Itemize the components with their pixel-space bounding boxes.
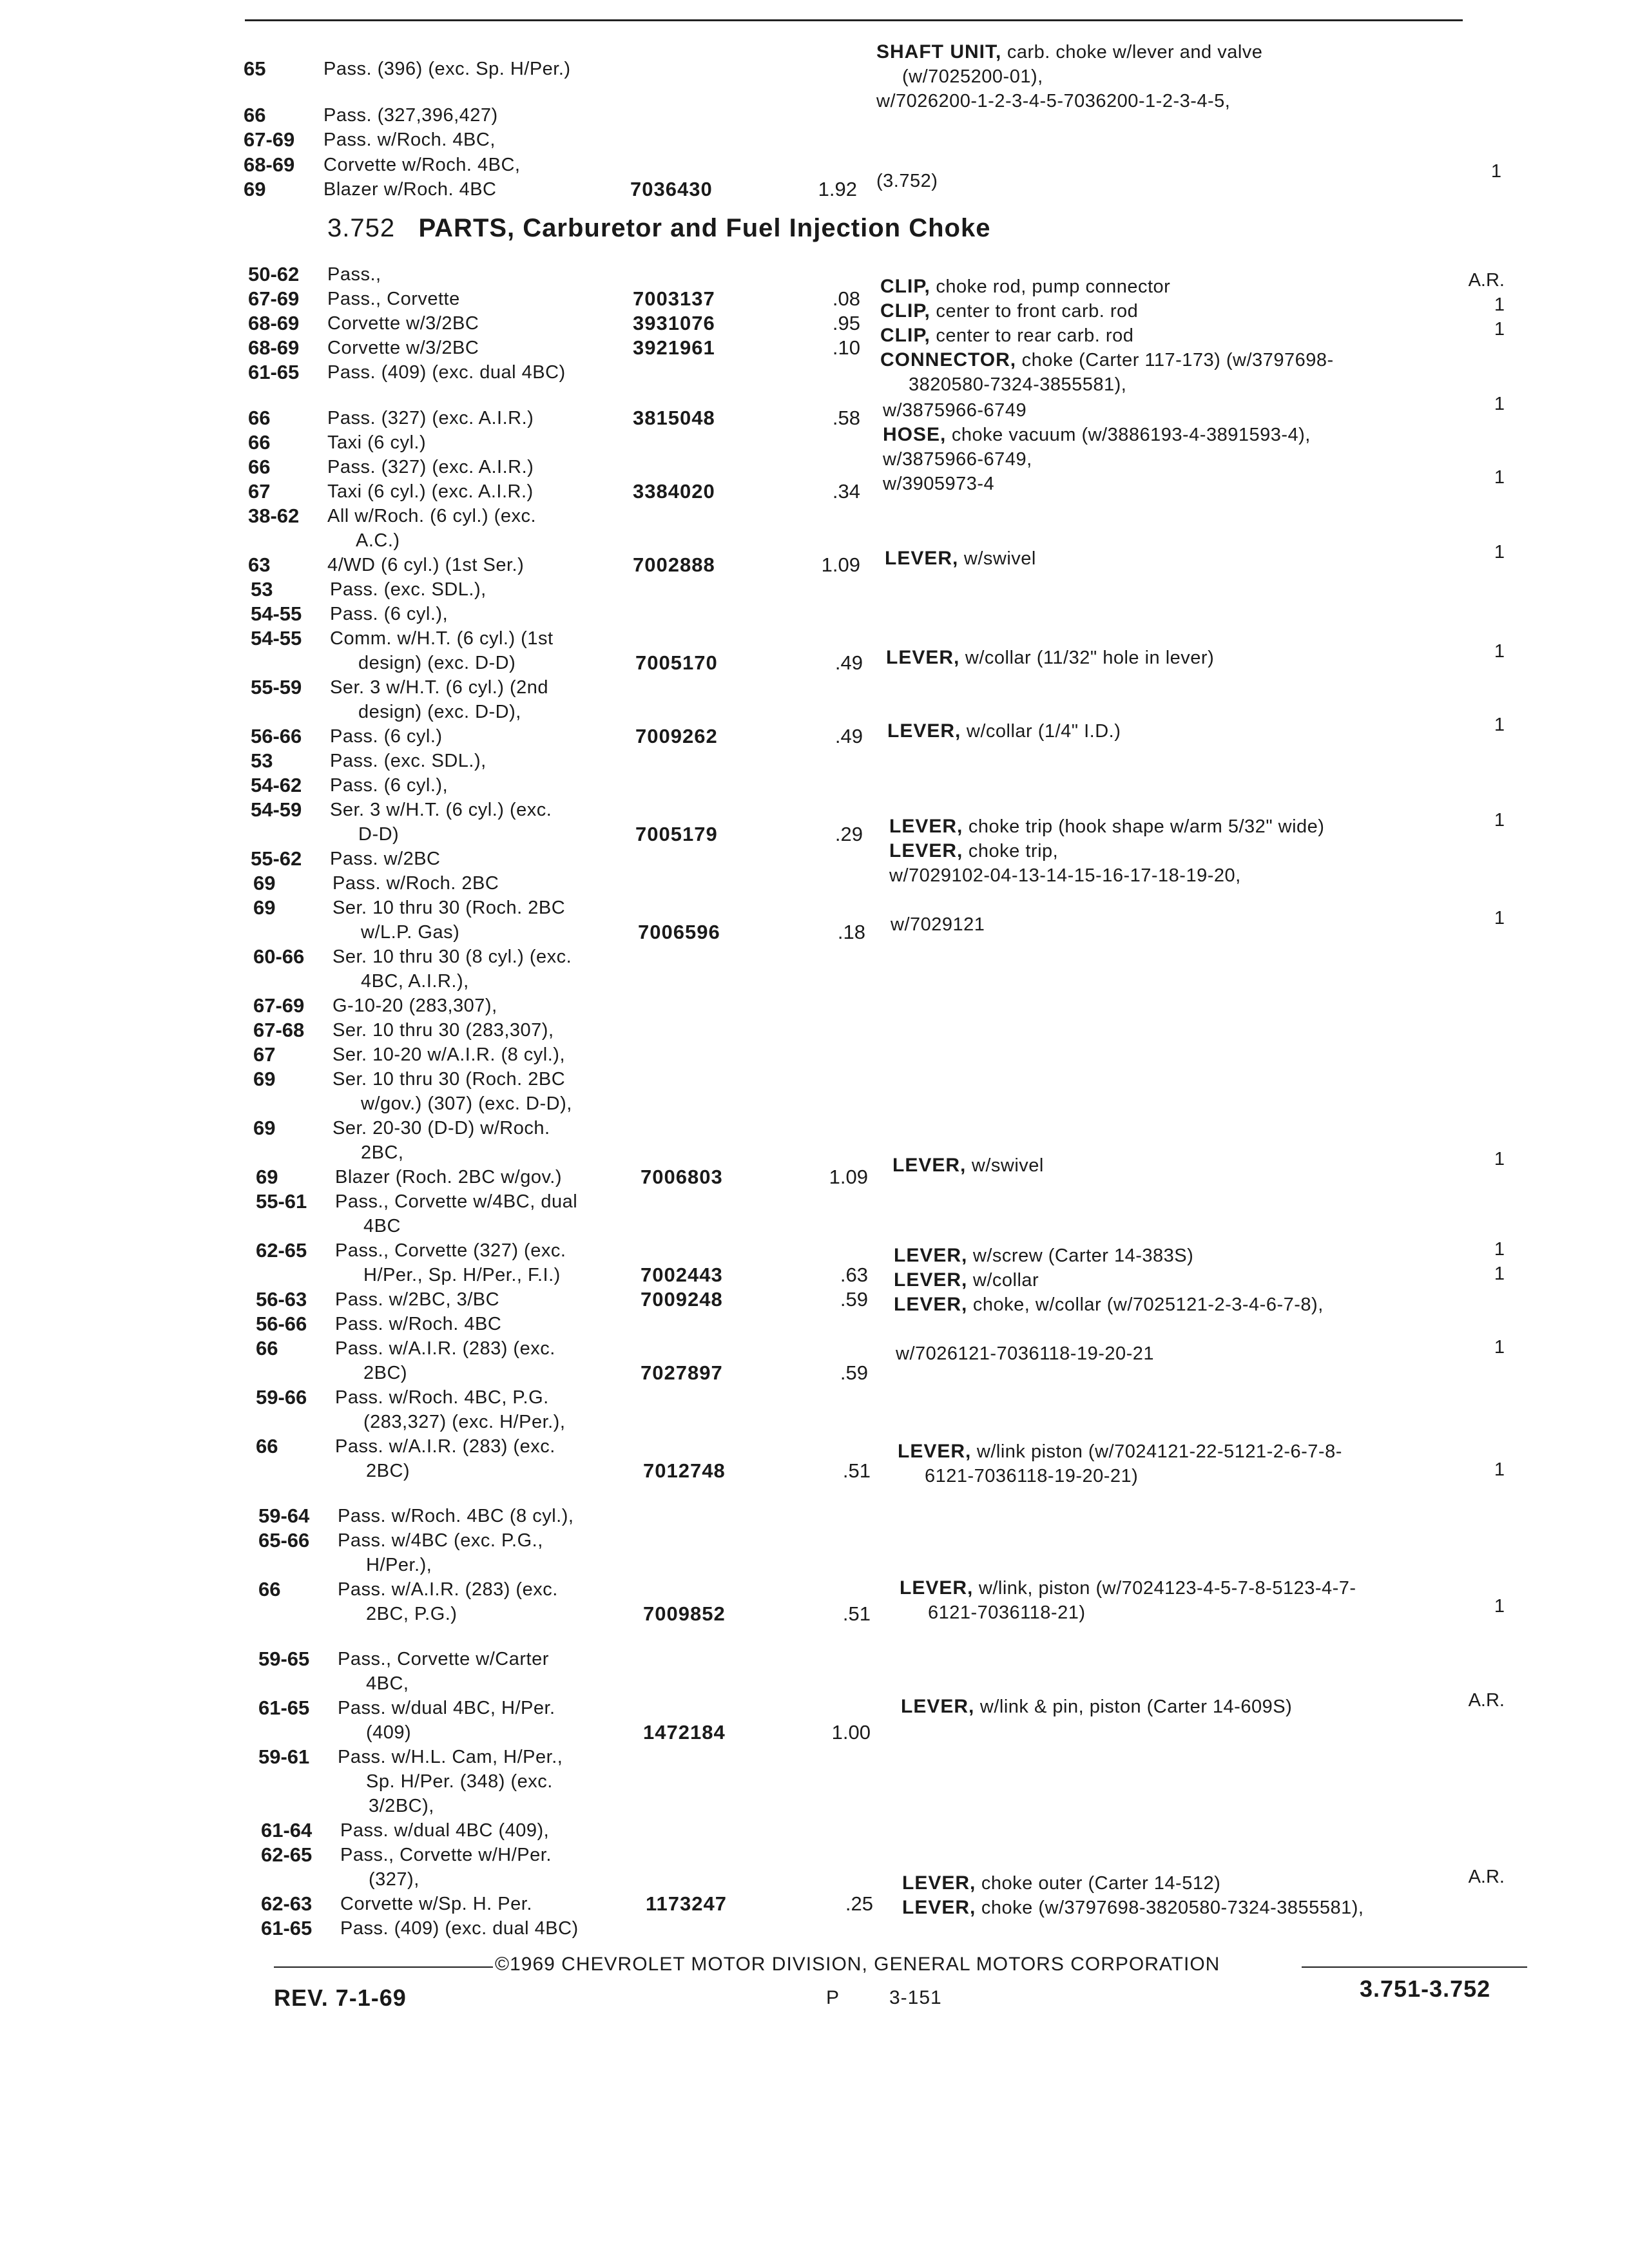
row-price: .49 xyxy=(834,725,863,747)
item-quantity: 1 xyxy=(1494,908,1505,928)
header-row-description: Pass. w/Roch. 4BC, xyxy=(323,130,496,150)
item-text: choke (Carter 117-173) (w/3797698- xyxy=(1016,350,1334,370)
footer-revision: REV. 7-1-69 xyxy=(274,1984,407,2011)
item-line xyxy=(887,719,1121,744)
row-year: 54-55 xyxy=(251,627,302,649)
section-heading xyxy=(327,216,990,240)
item-text: w/link piston (w/7024121-22-5121-2-6-7-8- xyxy=(971,1441,1342,1462)
row-description: Pass., Corvette w/H/Per. xyxy=(340,1845,552,1865)
item-quantity: 1 xyxy=(1494,1596,1505,1617)
row-description: Corvette w/3/2BC xyxy=(327,313,479,334)
row-part-number: 7006596 xyxy=(638,921,720,943)
header-row-year: 67-69 xyxy=(244,128,295,151)
item-text: choke rod, pump connector xyxy=(930,276,1171,297)
row-description: 4BC, A.I.R.), xyxy=(361,971,469,992)
row-price: .59 xyxy=(840,1361,868,1384)
row-description: Sp. H/Per. (348) (exc. xyxy=(366,1771,553,1792)
header-row-price: 1.92 xyxy=(818,178,857,200)
row-year: 38-62 xyxy=(248,505,300,527)
item-name: LEVER, xyxy=(892,1155,967,1176)
row-year: 66 xyxy=(248,431,271,454)
row-description: 2BC) xyxy=(363,1363,408,1383)
row-description: Ser. 10 thru 30 (Roch. 2BC xyxy=(333,898,566,918)
row-year: 59-66 xyxy=(256,1386,307,1408)
item-text: choke trip, xyxy=(963,841,1059,861)
row-price: .63 xyxy=(840,1264,868,1286)
row-year: 56-66 xyxy=(251,725,302,747)
item-name: LEVER, xyxy=(887,720,961,742)
item-line xyxy=(883,447,1032,472)
row-year: 60-66 xyxy=(253,945,305,968)
item-quantity: 1 xyxy=(1494,1149,1505,1169)
item-text: w/swivel xyxy=(958,548,1036,569)
row-description: Taxi (6 cyl.) xyxy=(327,432,427,453)
row-part-number: 7005170 xyxy=(635,651,718,674)
item-text: w/3875966-6749, xyxy=(883,449,1032,470)
row-description: Pass. (exc. SDL.), xyxy=(330,579,487,600)
item-line xyxy=(889,814,1324,839)
row-year: 63 xyxy=(248,553,271,576)
row-description: D-D) xyxy=(358,824,400,845)
item-line xyxy=(880,299,1138,323)
item-name: LEVER, xyxy=(894,1245,968,1266)
item-line xyxy=(909,372,1126,397)
item-line xyxy=(880,348,1334,372)
item-quantity: 1 xyxy=(1494,1337,1505,1358)
row-part-number: 7027897 xyxy=(641,1361,723,1384)
item-line xyxy=(889,839,1058,863)
row-description: A.C.) xyxy=(356,530,400,551)
row-year: 59-64 xyxy=(258,1504,310,1527)
row-price: .58 xyxy=(832,407,860,429)
item-quantity: A.R. xyxy=(1468,270,1505,291)
item-text: w/collar (11/32" hole in lever) xyxy=(959,648,1215,668)
row-part-number: 7002443 xyxy=(641,1264,723,1286)
row-price: .51 xyxy=(842,1459,871,1482)
item-name: LEVER, xyxy=(894,1269,968,1291)
row-price: .49 xyxy=(834,651,863,674)
row-description: 4BC, xyxy=(366,1673,409,1694)
row-description: (409) xyxy=(366,1722,412,1743)
item-line xyxy=(889,863,1241,888)
item-line xyxy=(898,1439,1342,1464)
row-description: Ser. 3 w/H.T. (6 cyl.) (exc. xyxy=(330,800,552,820)
item-line xyxy=(883,423,1311,447)
row-price: .51 xyxy=(842,1602,871,1625)
item-name: LEVER, xyxy=(894,1294,968,1315)
item-name: LEVER, xyxy=(902,1872,976,1894)
row-part-number: 7009248 xyxy=(641,1288,723,1311)
header-row-description: Corvette w/Roch. 4BC, xyxy=(323,155,521,175)
row-price: .34 xyxy=(832,480,860,503)
row-description: Ser. 10-20 w/A.I.R. (8 cyl.), xyxy=(333,1044,565,1065)
item-text: w/screw (Carter 14-383S) xyxy=(967,1245,1194,1266)
row-year: 61-65 xyxy=(258,1696,310,1719)
item-quantity: 1 xyxy=(1494,1264,1505,1284)
item-name: CONNECTOR, xyxy=(880,349,1017,370)
row-description: Pass. w/dual 4BC (409), xyxy=(340,1820,550,1841)
item-name: HOSE, xyxy=(883,424,947,445)
row-year: 62-63 xyxy=(261,1892,313,1915)
row-price: .10 xyxy=(832,336,860,359)
row-description: Pass. (6 cyl.), xyxy=(330,775,448,796)
item-line xyxy=(883,472,994,496)
footer-page-prefix: P xyxy=(826,1987,840,2008)
row-price: .29 xyxy=(834,823,863,845)
item-line xyxy=(928,1600,1086,1625)
row-year: 67-68 xyxy=(253,1019,305,1041)
row-year: 69 xyxy=(253,896,276,919)
row-description: Pass. (6 cyl.), xyxy=(330,604,448,624)
item-quantity: 1 xyxy=(1494,467,1505,488)
row-year: 68-69 xyxy=(248,312,300,334)
row-description: 4BC xyxy=(363,1216,401,1236)
row-part-number: 7003137 xyxy=(633,287,715,310)
item-text: w/swivel xyxy=(966,1155,1044,1176)
item-name: LEVER, xyxy=(885,548,959,569)
row-year: 61-64 xyxy=(261,1819,313,1841)
row-year: 61-65 xyxy=(248,361,300,383)
row-year: 66 xyxy=(256,1337,278,1360)
row-description: Pass. w/4BC (exc. P.G., xyxy=(338,1530,543,1551)
row-year: 56-63 xyxy=(256,1288,307,1311)
row-year: 69 xyxy=(256,1166,278,1188)
item-text: 6121-7036118-21) xyxy=(928,1602,1086,1623)
row-year: 67-69 xyxy=(248,287,300,310)
row-price: .59 xyxy=(840,1288,868,1311)
row-year: 69 xyxy=(253,1117,276,1139)
row-description: Pass. (409) (exc. dual 4BC) xyxy=(340,1918,579,1939)
item-name: LEVER, xyxy=(902,1897,976,1918)
row-description: (327), xyxy=(369,1869,419,1890)
item-name: LEVER, xyxy=(898,1441,972,1462)
header-right-line xyxy=(876,40,1262,64)
row-description: 3/2BC), xyxy=(369,1796,434,1816)
row-year: 50-62 xyxy=(248,263,300,285)
item-line xyxy=(880,274,1170,299)
row-description: Ser. 10 thru 30 (8 cyl.) (exc. xyxy=(333,947,572,967)
item-text: choke trip (hook shape w/arm 5/32" wide) xyxy=(963,816,1325,837)
row-part-number: 3815048 xyxy=(633,407,715,429)
item-text: w/7029121 xyxy=(891,914,985,935)
row-year: 61-65 xyxy=(261,1917,313,1939)
row-year: 55-61 xyxy=(256,1190,307,1213)
item-text: center to front carb. rod xyxy=(930,301,1139,322)
item-text: w/collar xyxy=(967,1270,1039,1291)
row-part-number: 3921961 xyxy=(633,336,715,359)
row-year: 66 xyxy=(248,456,271,478)
item-name: LEVER, xyxy=(889,840,963,861)
row-description: Pass. w/A.I.R. (283) (exc. xyxy=(335,1436,555,1457)
row-year: 67 xyxy=(253,1043,276,1066)
item-quantity: 1 xyxy=(1494,715,1505,735)
row-description: design) (exc. D-D), xyxy=(358,702,521,722)
item-name: SHAFT UNIT, xyxy=(876,41,1002,62)
row-description: Pass. w/Roch. 4BC (8 cyl.), xyxy=(338,1506,574,1526)
row-part-number: 7006803 xyxy=(641,1166,723,1188)
row-year: 54-55 xyxy=(251,602,302,625)
item-line xyxy=(894,1268,1039,1293)
item-quantity: 1 xyxy=(1494,294,1505,315)
row-description: Pass. w/A.I.R. (283) (exc. xyxy=(338,1579,558,1600)
header-row-part-number: 7036430 xyxy=(630,178,713,200)
item-quantity: A.R. xyxy=(1468,1690,1505,1711)
row-description: Pass., Corvette xyxy=(327,289,460,309)
item-quantity: 1 xyxy=(1494,1239,1505,1260)
row-year: 67 xyxy=(248,480,271,503)
row-year: 66 xyxy=(258,1578,281,1600)
row-description: Pass. w/Roch. 4BC xyxy=(335,1314,502,1334)
row-description: Pass. w/Roch. 4BC, P.G. xyxy=(335,1387,549,1408)
footer-copyright: ©1969 CHEVROLET MOTOR DIVISION, GENERAL MOTORS CORPORATION xyxy=(495,1954,1220,1975)
header-row-year: 66 xyxy=(244,104,266,126)
row-price: .08 xyxy=(832,287,860,310)
row-description: Pass. (327) (exc. A.I.R.) xyxy=(327,408,534,428)
item-text: w/link & pin, piston (Carter 14-609S) xyxy=(974,1696,1293,1717)
row-description: Ser. 20-30 (D-D) w/Roch. xyxy=(333,1118,550,1139)
top-rule xyxy=(245,19,1463,21)
item-text: 6121-7036118-19-20-21) xyxy=(925,1466,1139,1486)
row-description: Comm. w/H.T. (6 cyl.) (1st xyxy=(330,628,554,649)
header-right-line xyxy=(876,89,1230,113)
row-description: Ser. 10 thru 30 (Roch. 2BC xyxy=(333,1069,566,1090)
header-qty: 1 xyxy=(1490,161,1501,182)
header-row-description: Pass. (327,396,427) xyxy=(323,105,498,126)
row-description: Taxi (6 cyl.) (exc. A.I.R.) xyxy=(327,481,534,502)
item-text: w/7029102-04-13-14-15-16-17-18-19-20, xyxy=(889,865,1241,886)
item-line xyxy=(883,398,1027,423)
row-price: .25 xyxy=(845,1892,873,1915)
item-quantity: A.R. xyxy=(1468,1867,1505,1887)
row-description: Pass. w/dual 4BC, H/Per. xyxy=(338,1698,555,1718)
item-line xyxy=(885,546,1036,571)
header-row-year: 68-69 xyxy=(244,153,295,176)
item-quantity: 1 xyxy=(1494,810,1505,831)
row-year: 69 xyxy=(253,1068,276,1090)
row-description: H/Per., Sp. H/Per., F.I.) xyxy=(363,1265,561,1285)
row-year: 53 xyxy=(251,749,273,772)
item-line xyxy=(902,1871,1220,1896)
header-row-description: Pass. (396) (exc. Sp. H/Per.) xyxy=(323,59,571,79)
item-quantity: 1 xyxy=(1494,542,1505,562)
row-year: 62-65 xyxy=(256,1239,307,1262)
item-name: CLIP, xyxy=(880,300,930,322)
row-year: 55-62 xyxy=(251,847,302,870)
row-year: 69 xyxy=(253,872,276,894)
item-text: w/3905973-4 xyxy=(883,474,995,494)
row-part-number: 3384020 xyxy=(633,480,715,503)
row-description: (283,327) (exc. H/Per.), xyxy=(363,1412,566,1432)
item-line xyxy=(925,1464,1138,1488)
item-text: w/collar (1/4" I.D.) xyxy=(961,721,1121,742)
item-line xyxy=(894,1244,1193,1268)
header-row-description: Blazer w/Roch. 4BC xyxy=(323,179,497,200)
row-description: w/gov.) (307) (exc. D-D), xyxy=(361,1093,572,1114)
item-line xyxy=(880,323,1133,348)
footer-page-number: 3-151 xyxy=(889,1987,942,2008)
item-name: CLIP, xyxy=(880,325,930,346)
row-price: .18 xyxy=(837,921,865,943)
row-part-number: 7009852 xyxy=(643,1602,726,1625)
row-year: 68-69 xyxy=(248,336,300,359)
row-year: 54-59 xyxy=(251,798,302,821)
row-year: 59-61 xyxy=(258,1745,310,1768)
row-description: G-10-20 (283,307), xyxy=(333,995,497,1016)
item-line xyxy=(891,912,985,937)
row-part-number: 7012748 xyxy=(643,1459,726,1482)
item-line xyxy=(896,1341,1154,1366)
footer-section-range: 3.751-3.752 xyxy=(1360,1975,1491,2002)
row-description: Pass. (6 cyl.) xyxy=(330,726,443,747)
row-description: w/L.P. Gas) xyxy=(361,922,460,943)
header-right-line xyxy=(876,169,938,193)
item-text: choke outer (Carter 14-512) xyxy=(976,1873,1221,1894)
item-line xyxy=(892,1153,1044,1178)
item-text: (w/7025200-01), xyxy=(902,66,1043,87)
row-description: Pass., Corvette w/4BC, dual xyxy=(335,1191,578,1212)
row-description: 2BC, P.G.) xyxy=(366,1604,458,1624)
item-quantity: 1 xyxy=(1494,394,1505,414)
footer-rule-left xyxy=(274,1966,493,1968)
row-part-number: 7009262 xyxy=(635,725,718,747)
row-description: 2BC, xyxy=(361,1142,404,1163)
row-part-number: 1173247 xyxy=(646,1892,727,1915)
row-description: Pass. (exc. SDL.), xyxy=(330,751,487,771)
row-year: 66 xyxy=(248,407,271,429)
row-year: 65-66 xyxy=(258,1529,310,1552)
item-name: LEVER, xyxy=(900,1577,974,1599)
row-description: Pass. (327) (exc. A.I.R.) xyxy=(327,457,534,477)
row-description: Corvette w/Sp. H. Per. xyxy=(340,1894,532,1914)
item-quantity: 1 xyxy=(1494,641,1505,662)
item-name: LEVER, xyxy=(901,1696,975,1717)
row-description: Pass., xyxy=(327,264,381,285)
row-description: H/Per.), xyxy=(366,1555,432,1575)
row-price: 1.09 xyxy=(829,1166,868,1188)
item-text: choke (w/3797698-3820580-7324-3855581), xyxy=(976,1898,1364,1918)
item-text: carb. choke w/lever and valve xyxy=(1001,42,1263,62)
row-year: 53 xyxy=(251,578,273,601)
row-description: All w/Roch. (6 cyl.) (exc. xyxy=(327,506,536,526)
row-description: 4/WD (6 cyl.) (1st Ser.) xyxy=(327,555,525,575)
row-year: 59-65 xyxy=(258,1648,310,1670)
item-name: CLIP, xyxy=(880,276,930,297)
row-description: Pass. w/A.I.R. (283) (exc. xyxy=(335,1338,555,1359)
item-text: w/3875966-6749 xyxy=(883,400,1027,421)
item-text: choke, w/collar (w/7025121-2-3-4-6-7-8), xyxy=(967,1294,1324,1315)
item-text: w/7026200-1-2-3-4-5-7036200-1-2-3-4-5, xyxy=(876,91,1231,111)
item-text: 3820580-7324-3855581), xyxy=(909,374,1127,395)
item-name: LEVER, xyxy=(886,647,960,668)
header-row-year: 69 xyxy=(244,178,266,200)
row-year: 66 xyxy=(256,1435,278,1457)
row-year: 56-66 xyxy=(256,1312,307,1335)
section-number: 3.752 xyxy=(327,214,396,242)
row-description: Pass. w/2BC, 3/BC xyxy=(335,1289,500,1310)
item-text: center to rear carb. rod xyxy=(930,325,1134,346)
item-text: w/link, piston (w/7024123-4-5-7-8-5123-4-7- xyxy=(973,1578,1356,1599)
row-price: .95 xyxy=(832,312,860,334)
item-quantity: 1 xyxy=(1494,1459,1505,1480)
row-part-number: 7005179 xyxy=(635,823,718,845)
row-description: Pass. w/H.L. Cam, H/Per., xyxy=(338,1747,563,1767)
footer-rule-right xyxy=(1302,1966,1527,1968)
row-description: Corvette w/3/2BC xyxy=(327,338,479,358)
row-description: Pass., Corvette w/Carter xyxy=(338,1649,549,1669)
header-right-line xyxy=(902,64,1043,89)
header-row-year: 65 xyxy=(244,57,266,80)
row-description: Pass. (409) (exc. dual 4BC) xyxy=(327,362,566,383)
row-description: Pass., Corvette (327) (exc. xyxy=(335,1240,566,1261)
row-description: Ser. 3 w/H.T. (6 cyl.) (2nd xyxy=(330,677,549,698)
row-year: 55-59 xyxy=(251,676,302,698)
item-line xyxy=(901,1695,1292,1719)
row-part-number: 3931076 xyxy=(633,312,715,334)
row-description: design) (exc. D-D) xyxy=(358,653,516,673)
item-line xyxy=(900,1576,1356,1600)
item-line xyxy=(886,646,1214,670)
item-line xyxy=(902,1896,1364,1920)
row-year: 54-62 xyxy=(251,774,302,796)
row-description: Pass. w/Roch. 2BC xyxy=(333,873,499,894)
row-part-number: 1472184 xyxy=(643,1721,726,1744)
row-price: 1.09 xyxy=(821,553,860,576)
item-text: (3.752) xyxy=(876,171,938,191)
row-year: 62-65 xyxy=(261,1843,313,1866)
row-description: Ser. 10 thru 30 (283,307), xyxy=(333,1020,554,1041)
section-title: PARTS, Carburetor and Fuel Injection Choke xyxy=(418,214,991,242)
row-description: 2BC) xyxy=(366,1461,410,1481)
item-name: LEVER, xyxy=(889,816,963,837)
row-part-number: 7002888 xyxy=(633,553,715,576)
row-description: Blazer (Roch. 2BC w/gov.) xyxy=(335,1167,563,1187)
row-year: 67-69 xyxy=(253,994,305,1017)
item-quantity: 1 xyxy=(1494,319,1505,340)
row-price: 1.00 xyxy=(831,1721,871,1744)
item-text: w/7026121-7036118-19-20-21 xyxy=(896,1343,1155,1364)
row-description: Pass. w/2BC xyxy=(330,849,441,869)
item-line xyxy=(894,1293,1324,1317)
item-text: choke vacuum (w/3886193-4-3891593-4), xyxy=(946,425,1311,445)
